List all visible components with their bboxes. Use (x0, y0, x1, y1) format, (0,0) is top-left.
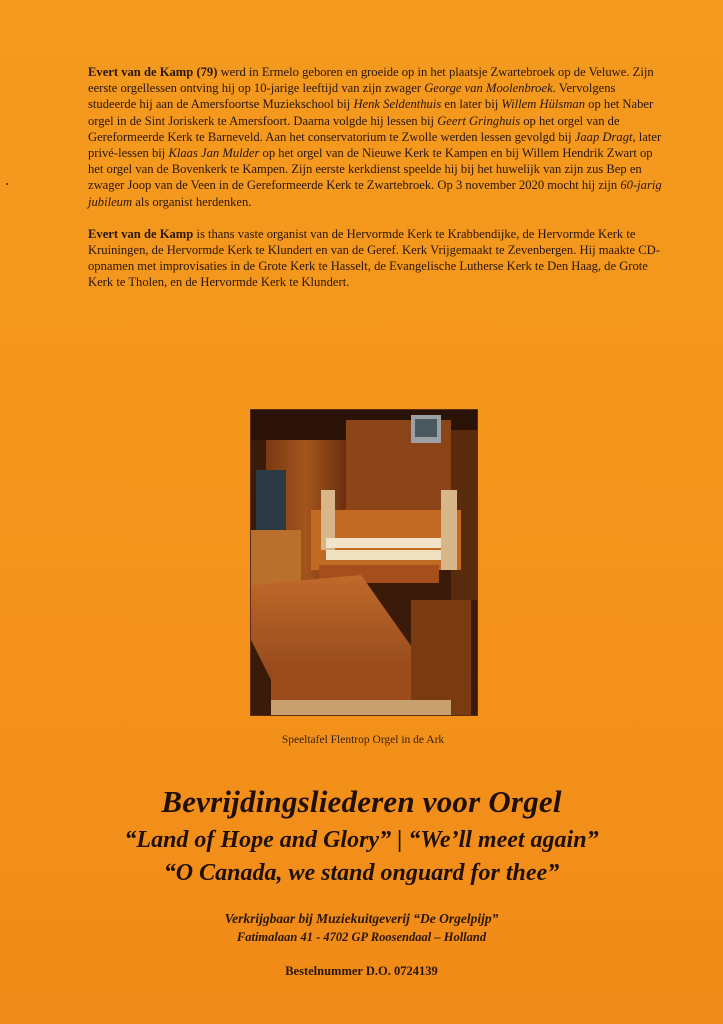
order-number: Bestelnummer D.O. 0724139 (285, 964, 438, 978)
bio-p1-run: Henk Seldenthuis (353, 97, 442, 112)
biography (88, 64, 663, 307)
bio-p1-run: George van Moolenbroek (424, 81, 553, 96)
bio-p1-run: Willem Hülsman (501, 97, 585, 112)
bio-p1-run: Jaap Dragt (574, 129, 633, 144)
bio-p1-run: Evert van de Kamp (79) (88, 65, 218, 79)
subtitle-line-2: “O Canada, we stand onguard for thee” (163, 860, 560, 886)
bio-p1-run: op het orgel van de Nieuwe Kerk te Kampen en bij Willem Hendrik Zwart op het orgel van de Bovenkerk te Kampen. Zijn eerste kerkdienst speelde hij bij het huwelijk van zijn zus Bep en zwager Joop van de Veen in de Gereformeerde Kerk te Zwartebroek. Op 3 november 2020 mocht hij zijn (88, 146, 653, 193)
bio-p1-run: , later privé-lessen bij (88, 129, 662, 161)
bio-p1-run: Geert Gringhuis (437, 113, 521, 128)
bio-p1-run: . Vervolgens studeerde hij aan de Amersfoortse Muziekschool bij (88, 81, 616, 112)
organ-console-photo (250, 409, 478, 716)
bio-p1-run: op het Naber orgel in de Sint Joriskerk te Amersfoort. Daarna volgde hij lessen bij (88, 97, 654, 128)
bio-p1-run: en later bij (441, 97, 502, 112)
main-title: Bevrijdingsliederen voor Orgel (161, 784, 562, 819)
subtitle-line-1: “Land of Hope and Glory” | “We’ll meet again” (124, 827, 599, 853)
bio-p2-run: is thans vaste organist van de Hervormde Kerk te Krabbendijke, de Hervormde Kerk te Kruiningen, de Hervormde Kerk te Klundert en van de Geref. Kerk Vrijgemaakt te Zevenbergen. Hij maakte CD-opnamen met improvisaties in de Grote Kerk te Hasselt, de Evangelische Lutherse Kerk te Den Haag, de Grote Kerk te Tholen, en de Hervormde Kerk te Klundert. (88, 226, 660, 290)
bio-p1-run: werd in Ermelo geboren en groeide op in het plaatsje Zwartebroek op de Veluwe. Zijn eerste orgellessen ontving hij op 10-jarige leeftijd van zijn zwager (88, 65, 654, 96)
bio-p2-run: Evert van de Kamp (88, 226, 194, 241)
biography-paragraph-1 (88, 64, 663, 210)
biography-paragraph-2 (88, 226, 663, 291)
bio-p1-run: Klaas Jan Mulder (168, 146, 260, 161)
publisher-availability: Verkrijgbaar bij Muziekuitgeverij “De Orgelpijp” (224, 911, 499, 926)
bio-p1-run: als organist herdenken. (132, 194, 252, 209)
photo-caption: Speeltafel Flentrop Orgel in de Ark (281, 734, 445, 746)
scan-speck (6, 183, 8, 185)
bio-p1-run: 60-jarig jubileum (88, 178, 662, 209)
bio-p1-run: op het orgel van de Gereformeerde Kerk te Barneveld. Aan het conservatorium te Zwolle werden lessen gevolgd bij (88, 113, 620, 144)
publisher-address: Fatimalaan 41 - 4702 GP Roosendaal – Holland (236, 930, 487, 944)
